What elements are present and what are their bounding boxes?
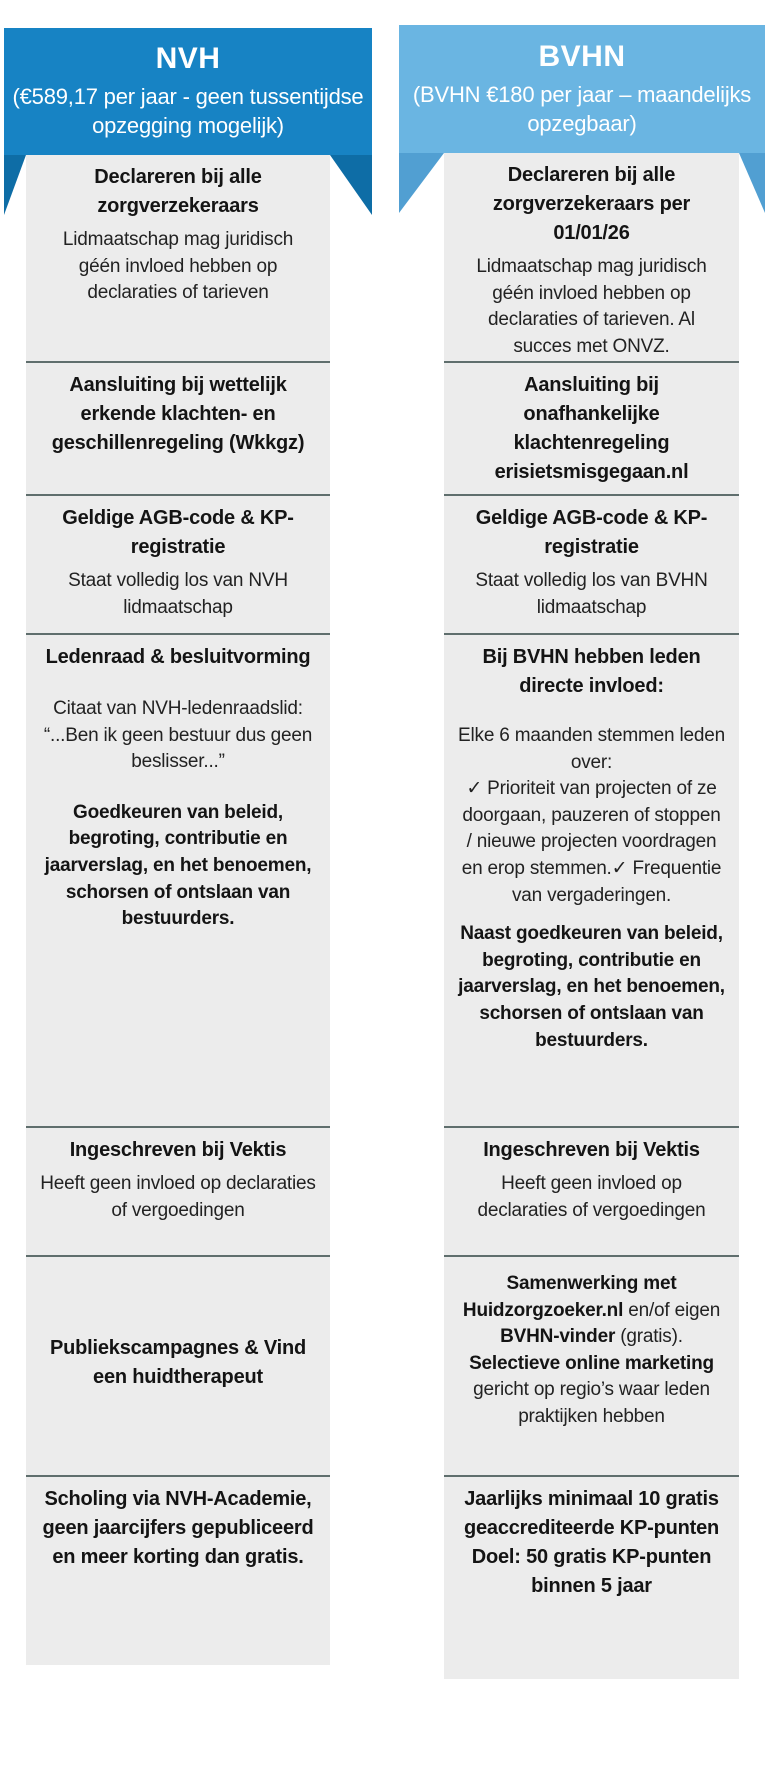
cell-heading: Aansluiting bij onafhankelijke klachtenregeling erisietsmisgegaan.nl bbox=[494, 374, 689, 483]
cell-heading: Scholing via NVH-Academie, geen jaarcijfers gepubliceerd en meer korting dan gratis. bbox=[42, 1488, 314, 1568]
column-subtitle: (BVHN €180 per jaar – maandelijks opzegbaar) bbox=[412, 81, 752, 136]
bvhn-header-banner bbox=[399, 25, 765, 153]
check-icon: ✓ bbox=[466, 778, 488, 800]
cell-heading: Ledenraad & besluitvorming bbox=[45, 646, 311, 668]
column-nvh bbox=[4, 28, 372, 1568]
nvh-header-banner bbox=[4, 28, 372, 155]
ribbon-fold-right-icon bbox=[739, 153, 765, 213]
comparison-cell bbox=[26, 1257, 330, 1477]
cell-text: Goedkeuren van beleid, begroting, contributie en jaarverslag, en het benoemen, schorsen of ontslaan van bestuurders. bbox=[44, 801, 312, 930]
cell-text-segment: (gratis). bbox=[615, 1326, 683, 1348]
cell-text-segment: BVHN-vinder bbox=[500, 1326, 616, 1348]
cell-text: Heeft geen invloed op declaraties of vergoedingen bbox=[477, 1173, 706, 1221]
ribbon-fold-right-icon bbox=[330, 155, 372, 215]
cell-heading: Jaarlijks minimaal 10 gratis geaccrediteerde KP-punten Doel: 50 gratis KP-punten binnen 5 jaar bbox=[463, 1488, 720, 1597]
comparison-cell bbox=[444, 1257, 739, 1477]
cell-text: Staat volledig los van BVHN lidmaatschap bbox=[475, 570, 708, 618]
ribbon-fold-left-icon bbox=[4, 155, 26, 215]
comparison-cell bbox=[26, 155, 330, 363]
cell-text: Staat volledig los van NVH lidmaatschap bbox=[68, 570, 288, 618]
cell-text: Lidmaatschap mag juridisch géén invloed hebben op declaraties of tarieven. Al succes met ONVZ. bbox=[476, 256, 707, 357]
comparison-cell bbox=[26, 1128, 330, 1257]
ribbon-fold-left-icon bbox=[399, 153, 444, 213]
comparison-cell bbox=[26, 363, 330, 496]
column-title: BVHN bbox=[538, 39, 626, 73]
cell-text-segment: en/of eigen bbox=[623, 1299, 721, 1321]
cell-heading: Bij BVHN hebben leden directe invloed: bbox=[482, 646, 701, 697]
check-item: ✓ Prioriteit van projecten of ze doorgaan, pauzeren of stoppen / nieuwe projecten voordragen en erop stemmen. bbox=[461, 778, 721, 879]
column-title: NVH bbox=[155, 42, 221, 76]
comparison-cell bbox=[444, 496, 739, 635]
bvhn-comparison-panel bbox=[444, 153, 739, 1679]
cell-heading: Geldige AGB-code & KP-registratie bbox=[475, 507, 708, 558]
cell-heading: Ingeschreven bij Vektis bbox=[483, 1139, 700, 1161]
check-icon: ✓ bbox=[611, 857, 633, 879]
comparison-cell bbox=[444, 635, 739, 1128]
cell-text: Citaat van NVH-ledenraadslid: “...Ben ik geen bestuur dus geen beslisser...” bbox=[43, 698, 313, 773]
cell-text: Lidmaatschap mag juridisch géén invloed hebben op declaraties of tarieven bbox=[62, 229, 294, 304]
cell-text-segment: Samenwerking met Huidzorgzoeker.nl bbox=[462, 1273, 677, 1321]
comparison-cell bbox=[444, 1477, 739, 1679]
cell-heading: Declareren bij alle zorgverzekeraars per 01/01/26 bbox=[492, 164, 691, 244]
comparison-cell bbox=[444, 153, 739, 363]
column-bvhn bbox=[399, 25, 765, 1597]
cell-text: Naast goedkeuren van beleid, begroting, contributie en jaarverslag, en het benoemen, schorsen of ontslaan van bestuurders. bbox=[458, 923, 725, 1051]
comparison-cell bbox=[444, 1128, 739, 1257]
comparison-cell bbox=[444, 363, 739, 496]
cell-text bbox=[458, 1271, 725, 1431]
cell-heading: Ingeschreven bij Vektis bbox=[69, 1139, 287, 1161]
cell-heading: Declareren bij alle zorgverzekeraars bbox=[94, 166, 262, 217]
nvh-comparison-panel bbox=[26, 155, 330, 1665]
check-item: ✓ Frequentie van vergaderingen. bbox=[511, 857, 722, 906]
cell-text: Heeft geen invloed op declaraties of vergoedingen bbox=[40, 1173, 316, 1221]
cell-text-segment: gericht op regio’s waar leden praktijken hebben bbox=[473, 1379, 710, 1427]
cell-heading: Publiekscampagnes & Vind een huidtherapeut bbox=[49, 1337, 307, 1388]
comparison-cell bbox=[26, 496, 330, 635]
cell-heading: Aansluiting bij wettelijk erkende klachten- en geschillenregeling (Wkkgz) bbox=[51, 374, 305, 454]
comparison-cell bbox=[26, 635, 330, 1128]
comparison-cell bbox=[26, 1477, 330, 1665]
cell-text: Elke 6 maanden stemmen leden over: bbox=[458, 725, 725, 773]
cell-text-segment: Selectieve online marketing bbox=[469, 1352, 714, 1374]
cell-heading: Geldige AGB-code & KP-registratie bbox=[62, 507, 294, 558]
column-subtitle: (€589,17 per jaar - geen tussentijdse opzegging mogelijk) bbox=[12, 84, 364, 138]
